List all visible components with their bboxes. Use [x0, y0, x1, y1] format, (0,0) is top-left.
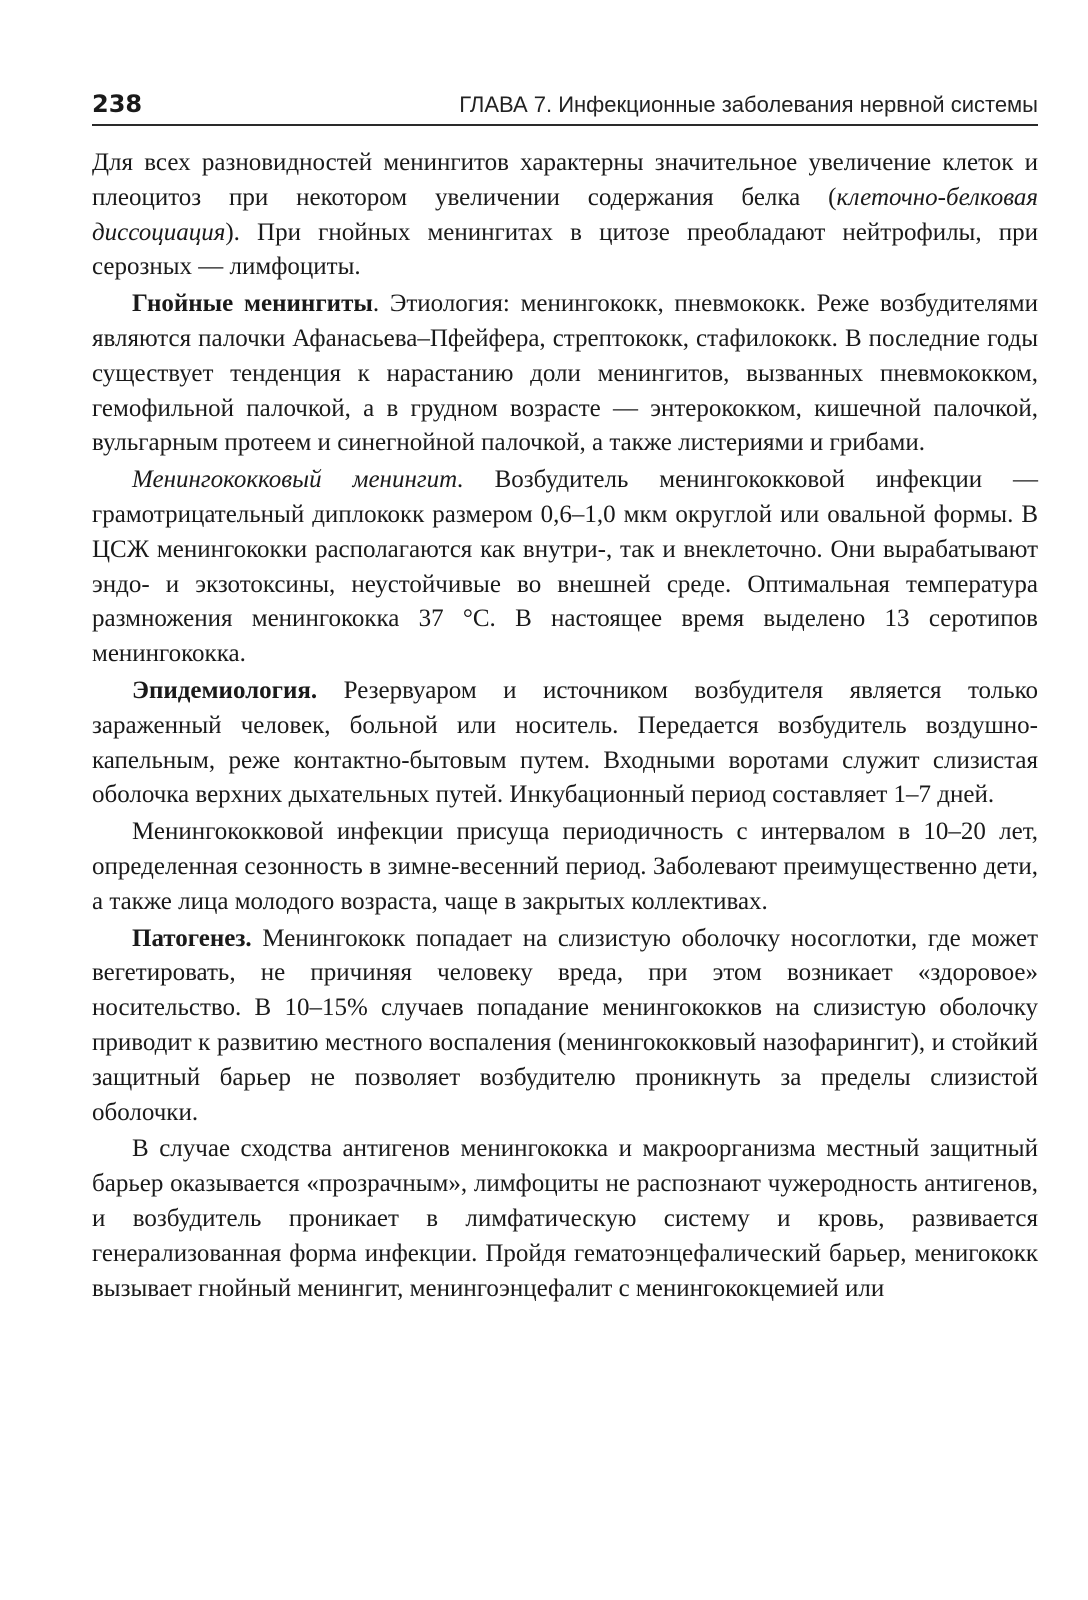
paragraph-epidemiology: [92, 674, 1038, 813]
paragraph-antigen-similarity: [92, 1132, 1038, 1306]
paragraph-purulent-meningitis: [92, 287, 1038, 461]
page-body: [92, 146, 1038, 1308]
section-term: Эпидемиология.: [132, 676, 318, 704]
paragraph-text: Менингококковой инфекции присуща периодичность с интервалом в 10–20 лет, определенная сезонность в зимне-весенний период. Заболевают преимущественно дети, а также лица молодого возраста, чаще в закрытых коллективах.: [92, 818, 1038, 915]
section-term: Гнойные менингиты: [132, 290, 373, 318]
paragraph-text: Для всех разновидностей менингитов характерны значительное увеличение клеток и плеоцитоз при некотором увеличении содержания белка (: [92, 149, 1038, 211]
paragraph-text: . Этиология: менингококк, пневмококк. Реже возбудителями являются палочки Афанасьева–Пфейфера, стрептококк, стафилококк. В последние годы существует тенденция к нарастанию доли менингитов, вызванных пневмококком, гемофильной палочкой, а в грудном возрасте — энтерококком, кишечной палочкой, вульгарным протеем и синегнойной палочкой, а также листериями и грибами.: [92, 290, 1038, 457]
page-header: [92, 88, 1038, 126]
page-number: 238: [92, 90, 143, 118]
section-term: Патогенез.: [132, 924, 252, 952]
paragraph-intro: [92, 146, 1038, 285]
paragraph-text: Резервуаром и источником возбудителя является только зараженный человек, больной или носитель. Передается возбудитель воздушно-капельным, реже контактно-бытовым путем. Входными воротами служит слизистая оболочка верхних дыхательных путей. Инкубационный период составляет 1–7 дней.: [92, 676, 1038, 809]
section-term: Менингококковый менингит.: [132, 466, 464, 494]
paragraph-text: В случае сходства антигенов менингококка и макроорганизма местный защитный барьер оказывается «прозрачным», лимфоциты не распознают чужеродность антигенов, и возбудитель проникает в лимфатическую систему и кровь, развивается генерализованная форма инфекции. Пройдя гематоэнцефалический барьер, менигококк вызывает гнойный менингит, менингоэнцефалит с менингококцемией или: [92, 1135, 1038, 1302]
paragraph-text: Возбудитель менингококковой инфекции — грамотрицательный диплококк размером 0,6–1,0 мкм округлой или овальной формы. В ЦСЖ менингококки располагаются как внутри-, так и внеклеточно. Они вырабатывают эндо- и экзотоксины, неустойчивые во внешней среде. Оптимальная температура размножения менингококка 37 °С. В настоящее время выделено 13 серотипов менингококка.: [92, 466, 1039, 668]
paragraph-text: Менингококк попадает на слизистую оболочку носоглотки, где может вегетировать, не причиняя человеку вреда, при этом возникает «здоровое» носительство. В 10–15% случаев попадание менингококков на слизистую оболочку приводит к развитию местного воспаления (менингококковый назофарингит), и стойкий защитный барьер не позволяет возбудителю проникнуть за пределы слизистой оболочки.: [92, 924, 1038, 1126]
paragraph-pathogenesis: [92, 922, 1038, 1131]
running-head: ГЛАВА 7. Инфекционные заболевания нервной системы: [459, 92, 1038, 117]
paragraph-text: ). При гнойных менингитах в цитозе преобладают нейтрофилы, при серозных — лимфоциты.: [92, 218, 1038, 281]
paragraph-periodicity: [92, 815, 1038, 919]
paragraph-meningococcal-meningitis: [92, 463, 1038, 672]
italic-term: клеточно-белковая диссоциация: [92, 183, 1038, 246]
